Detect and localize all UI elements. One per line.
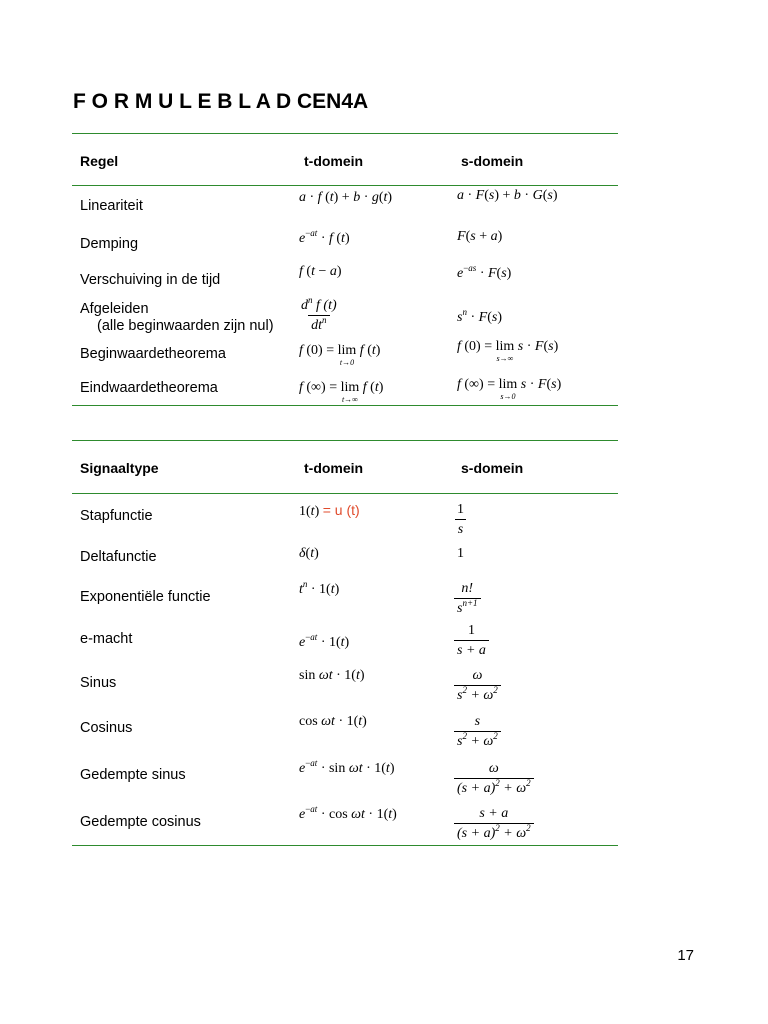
formula-s-e-macht: $\frac{1}{s + a}$ <box>454 624 489 658</box>
formula-t-e-macht: $e^{-at} \cdot 1(t)$ <box>299 632 350 650</box>
formula-t-afgeleiden: $d^n$ f (t) $dt^n$ <box>301 295 337 333</box>
formula-t-demping: $e^{-at} \cdot f$ (t) <box>299 228 350 246</box>
row-label-stapfunctie: Stapfunctie <box>80 508 153 524</box>
header-rule <box>72 493 618 494</box>
page-number: 17 <box>677 947 694 964</box>
header-s-domein: s-domein <box>461 460 524 476</box>
row-label-afgeleiden-note: (alle beginwaarden zijn nul) <box>97 318 274 334</box>
signals-table <box>72 440 618 850</box>
rules-table <box>72 133 618 408</box>
formula-s-verschuiving: $e^{-as} \cdot F(s)$ <box>457 263 512 281</box>
header-signaaltype: Signaaltype <box>80 460 159 476</box>
page-title: F O R M U L E B L A D CEN4A <box>73 90 369 113</box>
row-label-cosinus: Cosinus <box>80 720 133 736</box>
formula-s-lineariteit: a · F(s) + b · G(s) <box>457 188 558 203</box>
row-label-sinus: Sinus <box>80 675 117 691</box>
formula-s-eindwaarde: f (∞) = lim s→0 s · F(s) <box>457 377 562 401</box>
row-label-afgeleiden: Afgeleiden <box>80 301 149 317</box>
formula-s-deltafunctie: 1 <box>457 546 464 561</box>
formula-t-stapfunctie: 1(t) = u (t) <box>299 502 360 519</box>
formula-t-exponentiele: $t^n \cdot 1(t)$ <box>299 579 340 597</box>
formula-t-gedempte-sinus: $e^{-at} \cdot \sin \omega t \cdot 1(t)$ <box>299 758 395 776</box>
row-label-beginwaarde: Beginwaardetheorema <box>80 346 226 362</box>
formula-s-stapfunctie: $\frac{1}{s}$ <box>454 503 467 537</box>
row-label-gedempte-sinus: Gedempte sinus <box>80 767 186 783</box>
formula-t-sinus: sin ωt · 1(t) <box>299 668 365 683</box>
formula-s-afgeleiden: $s^n \cdot F(s)$ <box>457 307 502 325</box>
formula-s-demping: F(s + a) <box>457 229 503 244</box>
table-top-rule <box>72 133 618 134</box>
table-top-rule <box>72 440 618 441</box>
formula-s-sinus: $\frac{\omega}{s^2 + \omega^2}$ <box>454 669 501 703</box>
table-bottom-rule <box>72 845 618 846</box>
header-s-domein: s-domein <box>461 153 524 169</box>
row-label-e-macht: e-macht <box>80 631 133 647</box>
header-t-domein: t-domein <box>304 153 364 169</box>
header-rule <box>72 185 618 186</box>
formula-s-exponentiele: $\frac{n!}{s^{n+1}}$ <box>454 582 481 616</box>
formula-t-lineariteit: a · f (t) + b · g(t) <box>299 190 393 205</box>
row-label-deltafunctie: Deltafunctie <box>80 549 157 565</box>
formula-t-beginwaarde: f (0) = lim t→0 f (t) <box>299 343 381 367</box>
header-t-domein: t-domein <box>304 460 364 476</box>
formula-t-eindwaarde: f (∞) = lim t→∞ f (t) <box>299 380 384 404</box>
row-label-verschuiving: Verschuiving in de tijd <box>80 272 221 288</box>
formula-s-gedempte-sinus: $\frac{\omega}{(s + a)^2 + \omega^2}$ <box>454 762 534 796</box>
row-label-demping: Demping <box>80 236 139 252</box>
formula-s-beginwaarde: f (0) = lim s→∞ s · F(s) <box>457 339 559 363</box>
formula-t-deltafunctie: δ(t) <box>299 546 319 561</box>
handwritten-annotation: = u (t) <box>322 502 360 518</box>
row-label-lineariteit: Lineariteit <box>80 198 143 214</box>
row-label-gedempte-cosinus: Gedempte cosinus <box>80 814 201 830</box>
formula-t-gedempte-cosinus: $e^{-at} \cdot \cos \omega t \cdot 1(t)$ <box>299 804 397 822</box>
table-bottom-rule <box>72 405 618 406</box>
formula-s-cosinus: $\frac{s}{s^2 + \omega^2}$ <box>454 715 501 749</box>
formula-s-gedempte-cosinus: $\frac{s + a}{(s + a)^2 + \omega^2}$ <box>454 807 534 841</box>
row-label-eindwaarde: Eindwaardetheorema <box>80 380 218 396</box>
header-regel: Regel <box>80 153 119 169</box>
formula-t-cosinus: cos ωt · 1(t) <box>299 714 367 729</box>
row-label-exponentiele: Exponentiële functie <box>80 589 211 605</box>
formula-t-verschuiving: f (t − a) <box>299 264 342 279</box>
